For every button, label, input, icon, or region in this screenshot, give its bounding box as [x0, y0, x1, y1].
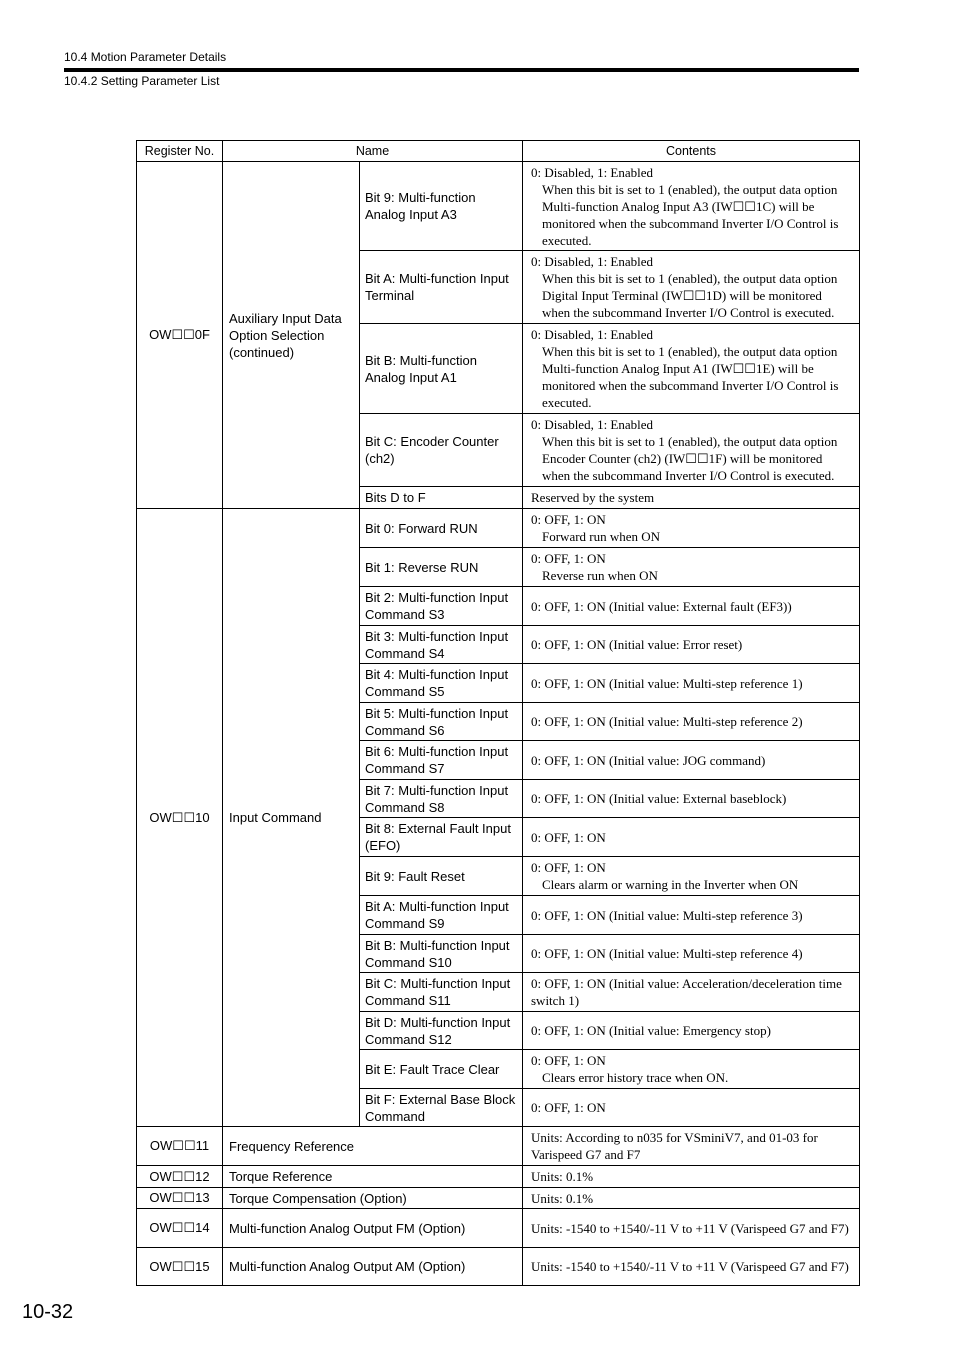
bit-cell: Bit 1: Reverse RUN — [360, 548, 523, 587]
table-row — [137, 162, 860, 251]
contents-cell: 0: OFF, 1: ON (Initial value: Multi-step reference 1) — [523, 664, 860, 703]
contents-cell — [523, 509, 860, 548]
contents-cell: Units: -1540 to +1540/-11 V to +11 V (Varispeed G7 and F7) — [523, 1248, 860, 1286]
name-cell: Torque Compensation (Option) — [223, 1188, 523, 1209]
contents-line: 0: OFF, 1: ON — [531, 512, 606, 527]
table-row — [137, 1166, 860, 1188]
setting-parameter-table — [136, 140, 860, 1286]
register-cell: OW☐☐13 — [137, 1188, 223, 1209]
register-cell: OW☐☐12 — [137, 1166, 223, 1188]
bit-cell: Bit 9: Fault Reset — [360, 857, 523, 896]
contents-cell: 0: OFF, 1: ON (Initial value: Acceleration/deceleration time switch 1) — [523, 973, 860, 1012]
name-cell: Multi-function Analog Output FM (Option) — [223, 1209, 523, 1248]
table-row — [137, 1248, 860, 1286]
name-cell: Multi-function Analog Output AM (Option) — [223, 1248, 523, 1286]
header-name: Name — [223, 141, 523, 162]
bit-cell: Bits D to F — [360, 487, 523, 509]
bit-cell: Bit C: Multi-function Input Command S11 — [360, 973, 523, 1012]
bit-cell: Bit A: Multi-function Input Command S9 — [360, 896, 523, 935]
bit-cell: Bit 6: Multi-function Input Command S7 — [360, 741, 523, 780]
contents-cell: 0: OFF, 1: ON (Initial value: JOG command) — [523, 741, 860, 780]
bit-cell: Bit 3: Multi-function Input Command S4 — [360, 626, 523, 664]
contents-cell: 0: OFF, 1: ON (Initial value: Multi-step reference 4) — [523, 935, 860, 973]
contents-cell — [523, 548, 860, 587]
register-cell: OW☐☐10 — [137, 509, 223, 1127]
bit-cell: Bit 5: Multi-function Input Command S6 — [360, 703, 523, 741]
contents-line: 0: OFF, 1: ON — [531, 1053, 606, 1068]
bit-cell: Bit 9: Multi-function Analog Input A3 — [360, 162, 523, 251]
bit-cell: Bit 2: Multi-function Input Command S3 — [360, 587, 523, 626]
contents-cell: 0: OFF, 1: ON — [523, 1089, 860, 1127]
contents-line: 0: Disabled, 1: Enabled — [531, 417, 654, 432]
contents-cell — [523, 251, 860, 324]
contents-cell: 0: OFF, 1: ON (Initial value: Emergency stop) — [523, 1012, 860, 1050]
contents-detail: When this bit is set to 1 (enabled), the output data option Encoder Counter (ch2) (IW☐☐1F) will be monitored when the subcommand Inverter I/O Control is executed. — [542, 434, 838, 483]
contents-cell: 0: OFF, 1: ON (Initial value: External fault (EF3)) — [523, 587, 860, 626]
contents-cell: Units: 0.1% — [523, 1188, 860, 1209]
bit-cell: Bit D: Multi-function Input Command S12 — [360, 1012, 523, 1050]
contents-detail: Reverse run when ON — [542, 568, 658, 583]
contents-detail: Clears alarm or warning in the Inverter when ON — [542, 877, 799, 892]
contents-cell: 0: OFF, 1: ON (Initial value: Multi-step reference 3) — [523, 896, 860, 935]
name-cell: Input Command — [223, 509, 360, 1127]
bit-cell: Bit B: Multi-function Input Command S10 — [360, 935, 523, 973]
table-row — [137, 1188, 860, 1209]
register-cell: OW☐☐11 — [137, 1127, 223, 1166]
table-row — [137, 509, 860, 548]
register-cell: OW☐☐15 — [137, 1248, 223, 1286]
contents-cell: 0: OFF, 1: ON — [523, 818, 860, 857]
contents-detail: When this bit is set to 1 (enabled), the output data option Multi-function Analog Input A3 (IW☐☐1C) will be monitored when the subcommand Inverter I/O Control is executed. — [542, 181, 839, 248]
name-cell: Auxiliary Input Data Option Selection (continued) — [223, 162, 360, 509]
subsection-header: 10.4.2 Setting Parameter List — [64, 74, 220, 88]
contents-cell — [523, 414, 860, 487]
bit-cell: Bit 0: Forward RUN — [360, 509, 523, 548]
table-row — [137, 1127, 860, 1166]
header-register-no: Register No. — [137, 141, 223, 162]
contents-line: 0: Disabled, 1: Enabled — [531, 327, 654, 342]
bit-cell: Bit B: Multi-function Analog Input A1 — [360, 324, 523, 414]
bit-cell: Bit 4: Multi-function Input Command S5 — [360, 664, 523, 703]
contents-line: 0: Disabled, 1: Enabled — [531, 254, 654, 269]
bit-cell: Bit C: Encoder Counter (ch2) — [360, 414, 523, 487]
name-cell: Torque Reference — [223, 1166, 523, 1188]
contents-cell: Units: -1540 to +1540/-11 V to +11 V (Varispeed G7 and F7) — [523, 1209, 860, 1248]
table-header-row — [137, 141, 860, 162]
contents-cell: Units: According to n035 for VSminiV7, and 01-03 for Varispeed G7 and F7 — [523, 1127, 860, 1166]
header-rule — [64, 68, 859, 72]
header-contents: Contents — [523, 141, 860, 162]
name-cell: Frequency Reference — [223, 1127, 523, 1166]
contents-line: 0: OFF, 1: ON — [531, 551, 606, 566]
contents-cell: Units: 0.1% — [523, 1166, 860, 1188]
contents-cell — [523, 1050, 860, 1089]
contents-cell — [523, 857, 860, 896]
bit-cell: Bit 7: Multi-function Input Command S8 — [360, 780, 523, 818]
page-number: 10-32 — [22, 1301, 74, 1323]
contents-detail: Clears error history trace when ON. — [542, 1070, 729, 1085]
bit-cell: Bit 8: External Fault Input (EFO) — [360, 818, 523, 857]
contents-detail: When this bit is set to 1 (enabled), the output data option Multi-function Analog Input A1 (IW☐☐1E) will be monitored when the subcommand Inverter I/O Control is executed. — [542, 344, 839, 410]
contents-line: 0: Disabled, 1: Enabled — [531, 164, 654, 180]
contents-cell: 0: OFF, 1: ON (Initial value: Error reset) — [523, 626, 860, 664]
contents-detail: Forward run when ON — [542, 529, 661, 544]
section-header: 10.4 Motion Parameter Details — [64, 50, 227, 64]
register-cell: OW☐☐0F — [137, 162, 223, 509]
bit-cell: Bit F: External Base Block Command — [360, 1089, 523, 1127]
contents-cell — [523, 324, 860, 414]
contents-cell: 0: OFF, 1: ON (Initial value: Multi-step reference 2) — [523, 703, 860, 741]
bit-cell: Bit A: Multi-function Input Terminal — [360, 251, 523, 324]
bit-cell: Bit E: Fault Trace Clear — [360, 1050, 523, 1089]
contents-cell — [523, 162, 860, 251]
register-cell: OW☐☐14 — [137, 1209, 223, 1248]
contents-line: 0: OFF, 1: ON — [531, 860, 606, 875]
contents-cell: Reserved by the system — [523, 487, 860, 509]
table-row — [137, 1209, 860, 1248]
contents-cell: 0: OFF, 1: ON (Initial value: External baseblock) — [523, 780, 860, 818]
contents-detail: When this bit is set to 1 (enabled), the output data option Digital Input Terminal (IW☐☐1D) will be monitored when the subcommand Inverter I/O Control is executed. — [542, 271, 838, 320]
